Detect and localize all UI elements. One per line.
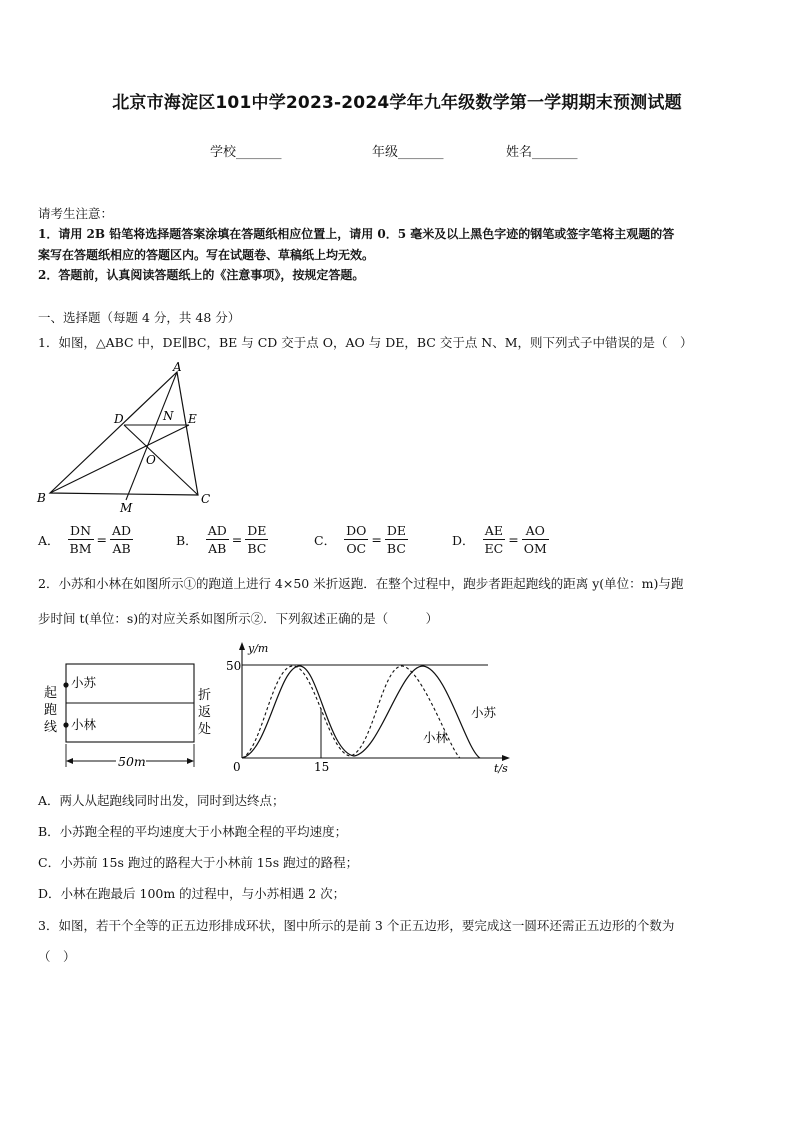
fraction [385,522,408,557]
page-title: 北京市海淀区101中学2023-2024学年九年级数学第一学期期末预测试题 [112,93,682,113]
q1-option-a-label: A． [38,532,60,548]
school-field-label: 学校_______ [210,145,282,160]
turn-char-3: 处 [198,722,212,737]
turn-char-2: 返 [198,705,212,720]
section-heading: 一、选择题（每题 4 分，共 48 分） [38,310,241,325]
curve-label-xiaolin: 小林 [423,730,449,745]
runner-su-dot [63,682,68,687]
curve-label-xiaosu: 小苏 [471,705,497,720]
fraction [483,522,506,557]
fraction [110,522,133,557]
q2-stem-line-2: 步时间 t(单位：s)的对应关系如图所示②．下列叙述正确的是（ ） [38,611,439,626]
q1-triangle-figure [30,360,230,520]
notice-line-1b: 案写在答题纸相应的答题区内。写在试题卷、草稿纸上均无效。 [38,248,375,262]
x-axis-label: t/s [494,762,508,775]
numerator: DN [68,522,94,540]
fraction [206,522,229,557]
start-char-3: 线 [44,720,58,735]
equals-sign: = [96,532,108,547]
name-field-label: 姓名_______ [506,145,578,160]
fraction [68,522,94,557]
q1-stem: 1．如图，△ABC 中，DE∥BC，BE 与 CD 交于点 O，AO 与 DE，BC 交于点 N、M，则下列式子中错误的是（ ） [38,335,693,350]
track-length-label: 50m [118,754,146,769]
point-c-label: C [201,492,211,506]
q2-distance-time-graph [226,640,515,778]
denominator: OC [346,541,367,556]
numerator: AO [522,522,549,540]
q2-option-a[interactable]: A．两人从起跑线同时出发，同时到达终点； [38,793,285,808]
segment-be [50,425,189,493]
q1-option-a[interactable] [38,522,133,557]
dim-arrow-left [66,758,73,764]
equals-sign: = [231,532,243,547]
q3-stem-line-1: 3．如图，若干个全等的正五边形排成环状，图中所示的是前 3 个正五边形，要完成这一圆环还需正五边形的个数为 [38,918,675,933]
fraction [344,522,368,557]
point-o-label: O [146,453,156,467]
equals-sign: = [508,532,519,547]
point-d-label: D [114,412,124,426]
grade-field-label: 年级_______ [372,145,444,160]
numerator: DE [386,523,406,538]
origin-label: 0 [233,760,241,774]
q1-option-d-label: D． [452,532,475,548]
denominator: EC [484,541,504,556]
q1-option-c-label: C． [314,532,337,548]
segment-cd [124,425,198,495]
runner-lin-label: 小林 [71,717,97,732]
triangle-abc [50,372,198,495]
point-n-label: N [163,409,174,423]
y-axis-arrow [239,642,245,650]
q1-option-c[interactable] [314,522,408,557]
point-b-label: B [37,491,46,505]
x-tick-15: 15 [314,760,330,774]
notice-line-2: 2．答题前，认真阅读答题纸上的《注意事项》，按规定答题。 [38,268,365,282]
y-axis-label: y/m [248,642,269,655]
fraction [245,522,268,557]
q2-option-c[interactable]: C．小苏前 15s 跑过的路程大于小林前 15s 跑过的路程； [38,855,359,870]
dim-arrow-right [187,758,194,764]
runner-lin-dot [63,722,68,727]
x-axis-arrow [502,755,510,761]
runner-su-label: 小苏 [71,675,97,690]
point-m-label: M [120,501,133,515]
numerator: AD [112,523,132,538]
q2-track-figure [38,652,223,774]
denominator: AB [112,541,131,556]
denominator: BC [386,541,406,556]
point-e-label: E [188,412,197,426]
q2-option-d[interactable]: D．小林在跑最后 100m 的过程中，与小苏相遇 2 次； [38,886,346,901]
notice-heading: 请考生注意： [38,206,114,221]
start-char-1: 起 [44,686,58,701]
denominator: BC [247,541,267,556]
turn-char-1: 折 [198,688,212,703]
y-tick-50: 50 [226,659,242,673]
notice-line-1a: 1．请用 2B 铅笔将选择题答案涂填在答题纸相应位置上，请用 0．5 毫米及以上黑色字迹的钢笔或签字笔将主观题的答 [38,227,675,241]
numerator: DE [247,523,267,538]
equals-sign: = [371,532,382,547]
point-a-label: A [173,360,182,374]
q1-option-b[interactable] [176,522,268,557]
start-char-2: 跑 [44,703,58,718]
fraction [522,522,549,557]
q2-stem-line-1: 2．小苏和小林在如图所示①的跑道上进行 4×50 米折返跑．在整个过程中，跑步者距起跑线的距离 y(单位：m)与跑 [38,576,684,591]
q1-option-d[interactable] [452,522,549,557]
numerator: DO [346,523,367,538]
segment-am [126,372,177,500]
q3-stem-line-2: （ ） [38,949,76,964]
denominator: BM [69,541,92,556]
q2-option-b[interactable]: B．小苏跑全程的平均速度大于小林跑全程的平均速度； [38,824,348,839]
numerator: AD [207,523,227,538]
denominator: AB [208,541,227,556]
q1-option-b-label: B． [176,532,198,548]
denominator: OM [523,541,547,556]
numerator: AE [483,522,506,540]
